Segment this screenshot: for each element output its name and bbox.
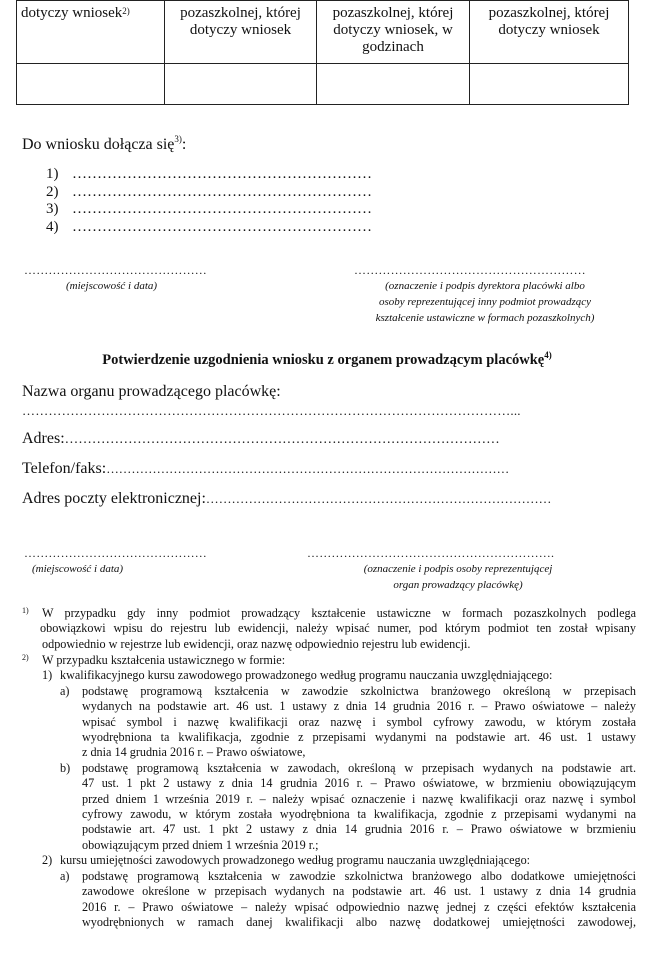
- director-signature-label: [335, 278, 635, 326]
- table-row: [17, 64, 629, 105]
- footnote-line: W przypadku kształcenia ustawicznego w formie:: [42, 653, 286, 667]
- footnote-ref: 4): [544, 350, 552, 360]
- footnote-2-item-2a: [22, 869, 636, 931]
- label-line: kształcenie ustawiczne w formach pozaszkolnych): [375, 312, 595, 324]
- footnote-line: W przypadku gdy inny podmiot prowadzący kształcenie ustawiczne w formach pozaszkolnych podlega: [42, 606, 636, 620]
- footnote-line: cyfrowy zawodu, w którym została wyodrębniona ta kwalifikacja, zgodnie z przepisami wydanymi na: [82, 807, 636, 822]
- organ-signature-dots[interactable]: …………………………………………………….: [307, 546, 555, 560]
- footnote-line: podstawę programową kształcenia w zawodzie szkolnictwa branżowego albo dodatkowe umiejętności: [82, 868, 636, 883]
- footnote-line: podstawę programową kształcenia w zawodach, określoną w przepisach wydanych na podstawie art.: [82, 760, 636, 775]
- footnote-line: przed dniem 1 września 2019 r. – należy wpisać oznaczenie i nazwę kwalifikacji oraz nazwę i symbol: [82, 791, 636, 806]
- list-item[interactable]: [46, 201, 372, 219]
- item-dots: ……………………………………………………: [72, 166, 372, 182]
- footnote-1: [22, 606, 636, 653]
- footnote-line: wydanych na podstawie art. 46 ust. 1 ustawy z dnia 14 grudnia 2016 r. – Prawo oświatowe – należy: [82, 699, 636, 714]
- place-date-label: (miejscowość i data): [66, 280, 158, 292]
- attachments-heading: [22, 136, 186, 154]
- attachments-list: [46, 166, 372, 236]
- footnote-line: obowiązującym przed dniem 1 września 2019 r.;: [82, 837, 319, 852]
- email-field[interactable]: ………………………………………………………………………: [205, 492, 552, 506]
- item-number: 3): [46, 201, 59, 217]
- footnote-2-item-1b: [22, 761, 636, 853]
- footnote-line: wpisać symbol i nazwę kwalifikacji oraz nazwę i symbol cyfrowy zawodu, w którym została: [82, 714, 636, 729]
- phone-row: [22, 460, 509, 478]
- table-cell[interactable]: [165, 64, 317, 105]
- item-dots: ……………………………………………………: [72, 201, 372, 217]
- place-date-label-2: (miejscowość i data): [32, 563, 124, 575]
- table-cell[interactable]: [17, 64, 165, 105]
- header-text: dotyczy wniosek: [21, 5, 123, 21]
- footnote-line: kwalifikacyjnego kursu zawodowego prowadzonego według programu nauczania uwzględniającego:: [60, 668, 553, 683]
- list-item[interactable]: [46, 184, 372, 202]
- list-item[interactable]: [46, 219, 372, 237]
- organ-name-label: Nazwa organu prowadzącego placówkę:: [22, 383, 281, 400]
- footnote-line: obowiązkowi wpisu do rejestru lub ewidencji, należy wpisać numer, pod którym podmiot ten został wpisany: [40, 621, 636, 636]
- address-row: [22, 430, 500, 448]
- footnote-2-item-1: [22, 668, 636, 683]
- confirmation-title-text: Potwierdzenie uzgodnienia wniosku z organem prowadzącym placówkę: [102, 352, 545, 368]
- table-header-cell: pozaszkolnej, której dotyczy wniosek: [165, 1, 317, 64]
- label-line: (oznaczenie i podpis osoby reprezentującej: [363, 563, 553, 575]
- email-row: [22, 490, 551, 508]
- confirmation-title: [0, 352, 654, 369]
- footnote-ref: 3): [174, 134, 182, 144]
- email-label: Adres poczty elektronicznej:: [22, 490, 206, 507]
- footnote-2: [22, 653, 636, 930]
- item-number: 4): [46, 218, 59, 235]
- table-header-cell: pozaszkolnej, której dotyczy wniosek, w godzinach: [317, 1, 470, 64]
- table-cell[interactable]: [317, 64, 470, 105]
- phone-label: Telefon/faks:: [22, 460, 107, 477]
- footnote-line: z dnia 14 grudnia 2016 r. – Prawo oświatowe,: [82, 745, 306, 760]
- director-signature-dots[interactable]: …………………………………………………: [354, 263, 586, 277]
- address-field[interactable]: ……………………………………………………………………………………: [64, 431, 500, 446]
- address-label: Adres:: [22, 430, 65, 447]
- organ-signature-label: [318, 561, 598, 593]
- table-header-cell: pozaszkolnej, której dotyczy wniosek: [470, 1, 629, 64]
- table-header-row: [17, 1, 629, 64]
- colon: :: [181, 136, 187, 153]
- footnote-line: wyodrębnionych w ramach danej kwalifikacji albo nazwę dodatkowej umiejętności zawodowej,: [82, 914, 636, 929]
- footnote-line: zawodowe określone w przepisach wydanych na podstawie art. 46 ust. 1 ustawy z dnia 14 grudnia: [82, 884, 636, 899]
- item-dots: ……………………………………………………: [72, 218, 372, 235]
- place-date-dots-2[interactable]: ………………………………………: [24, 546, 207, 560]
- item-number: 2): [42, 853, 53, 868]
- footnote-line: wyodrębniona ta kwalifikacja, zgodnie z przepisami wydanymi na podstawie art. 46 ust. 1 ustawy: [82, 730, 636, 745]
- label-line: organ prowadzący placówkę): [393, 579, 523, 591]
- label-line: osoby reprezentującej inny podmiot prowadzący: [378, 296, 592, 308]
- footnote-line: podstawie art. 47 ust. 1 pkt 2 ustawy z dnia 14 grudnia 2016 r. – Prawo oświatowe w brzmieniu: [82, 822, 636, 837]
- footnote-number: 2): [22, 653, 29, 662]
- organ-name-field[interactable]: …………………………………………………………………………………………………...: [22, 403, 521, 418]
- footnote-number: 1): [22, 606, 29, 615]
- footnote-line: odpowiednio w rejestrze lub ewidencji, oraz nazwę odpowiednio rejestru lub ewidencji.: [42, 636, 471, 651]
- item-number: 1): [42, 668, 53, 683]
- footnote-line: 47 ust. 1 pkt 2 ustawy z dnia 14 grudnia 2016 r. – Prawo oświatowe, w brzmieniu obowiązującym: [82, 776, 636, 791]
- item-number: 1): [46, 166, 59, 182]
- footnote-line: 2016 r. – Prawo oświatowe – należy wpisać odpowiednio nazwę jednej z części efektów kształcenia: [82, 899, 636, 914]
- footnote-line: kursu umiejętności zawodowych prowadzonego według programu nauczania uwzględniającego:: [60, 853, 531, 868]
- place-date-dots[interactable]: ………………………………………: [24, 263, 207, 277]
- phone-field[interactable]: ……………………………………………………………………………………: [106, 462, 510, 476]
- item-number: 2): [46, 183, 59, 200]
- list-item[interactable]: [46, 166, 372, 184]
- table-header-cell: [17, 1, 165, 64]
- footnote-2-item-2: [22, 853, 636, 868]
- item-letter: b): [60, 760, 71, 775]
- item-dots: ……………………………………………………: [72, 183, 372, 200]
- footnotes: [22, 606, 636, 930]
- footnote-ref: 2): [122, 6, 130, 16]
- label-line: (oznaczenie i podpis dyrektora placówki albo: [385, 280, 585, 292]
- item-letter: a): [60, 683, 70, 698]
- courses-table: [16, 0, 629, 105]
- footnote-line: podstawę programową kształcenia w zawodzie szkolnictwa branżowego określoną w przepisach: [82, 683, 636, 698]
- table-cell[interactable]: [470, 64, 629, 105]
- item-letter: a): [60, 868, 70, 883]
- attachments-heading-text: Do wniosku dołącza się: [22, 136, 175, 153]
- footnote-2-item-1a: [22, 684, 636, 761]
